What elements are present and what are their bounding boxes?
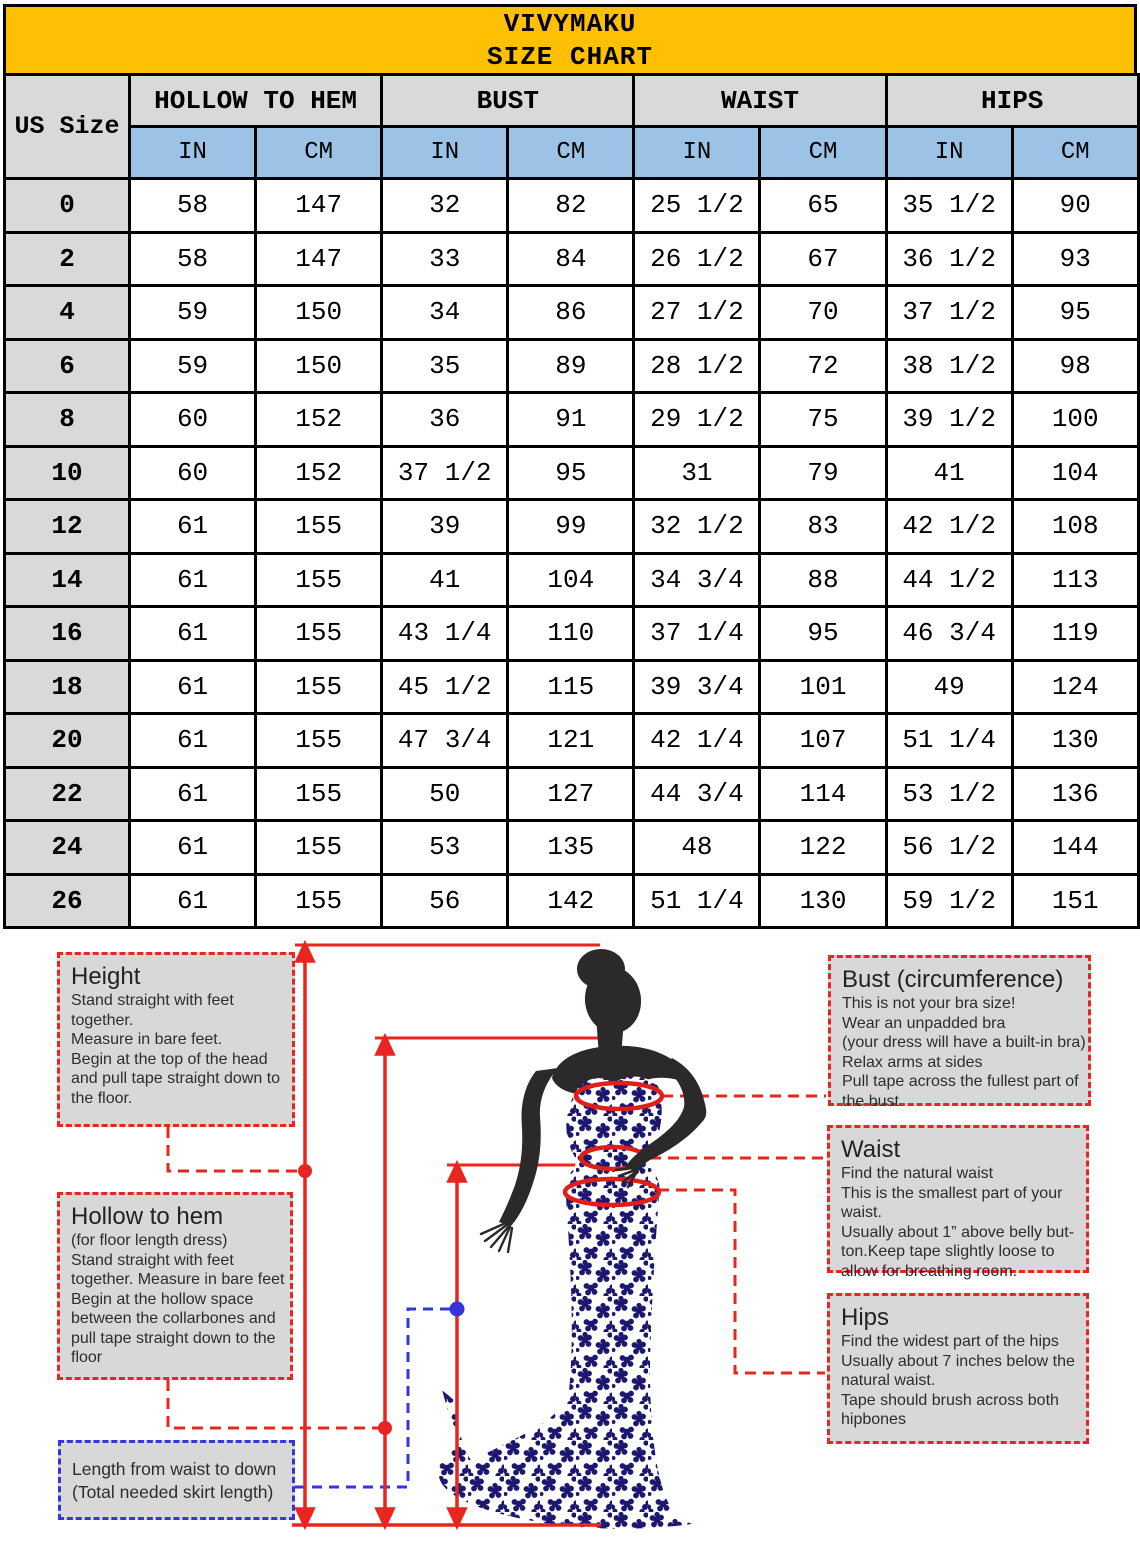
table-row	[5, 286, 1139, 340]
table-row	[5, 179, 1139, 233]
instruction-line: Relax arms at sides	[842, 1053, 983, 1071]
instruction-title: Height	[71, 963, 141, 990]
instruction-title: Hips	[841, 1304, 890, 1331]
instruction-line: Measure in bare feet.	[71, 1031, 223, 1048]
measurement-cell: 44 1/2	[886, 553, 1012, 607]
instruction-line: Stand straight with feet	[71, 1251, 234, 1269]
size-cell: 0	[5, 179, 130, 233]
measurement-cell: 61	[130, 874, 256, 928]
instruction-line: Wear an unpadded bra	[842, 1014, 1006, 1032]
measurement-cell: 122	[760, 821, 886, 875]
measurement-cell: 50	[382, 767, 508, 821]
instruction-body	[841, 1332, 1080, 1430]
us-size-header: US Size	[5, 75, 130, 179]
hollow-to-hem-instruction-box	[57, 1192, 293, 1380]
measurement-cell: 61	[130, 714, 256, 768]
measurement-cell: 41	[886, 446, 1012, 500]
measurement-cell: 39	[382, 500, 508, 554]
measurement-cell: 155	[256, 767, 382, 821]
table-row	[5, 446, 1139, 500]
measurement-cell: 98	[1012, 339, 1138, 393]
head	[582, 964, 645, 1035]
measurement-cell: 113	[1012, 553, 1138, 607]
measurement-cell: 43 1/4	[382, 607, 508, 661]
measurement-cell: 37 1/4	[634, 607, 760, 661]
shoulders-chest	[552, 1046, 687, 1094]
left-arm	[499, 1068, 558, 1226]
table-row	[5, 339, 1139, 393]
waist-tape	[581, 1147, 645, 1169]
instruction-line: and pull tape straight down to	[71, 1070, 281, 1087]
table-row	[5, 714, 1139, 768]
measurement-cell: 127	[508, 767, 634, 821]
height-connector-dot	[298, 1164, 312, 1178]
instruction-line: allow for breathing room.	[841, 1262, 1018, 1280]
hollow-box-connector	[168, 1380, 380, 1428]
instruction-line: Pull tape across the fullest part of	[842, 1073, 1079, 1090]
unit-header: CM	[1012, 127, 1138, 179]
measurement-cell: 100	[1012, 393, 1138, 447]
measurement-cell: 53	[382, 821, 508, 875]
measurement-cell: 38 1/2	[886, 339, 1012, 393]
measurement-cell: 35 1/2	[886, 179, 1012, 233]
measurement-cell: 56 1/2	[886, 821, 1012, 875]
measurement-cell: 45 1/2	[382, 660, 508, 714]
measurement-cell: 135	[508, 821, 634, 875]
instruction-line: Find the widest part of the hips	[841, 1333, 1059, 1350]
measurement-cell: 58	[130, 179, 256, 233]
measurement-cell: 99	[508, 500, 634, 554]
measurement-cell: 101	[760, 660, 886, 714]
measurement-cell: 53 1/2	[886, 767, 1012, 821]
hips-instruction-box	[827, 1293, 1089, 1444]
measurement-cell: 32 1/2	[634, 500, 760, 554]
measurement-cell: 155	[256, 821, 382, 875]
measuring-tape-ellipses	[565, 1083, 662, 1205]
measurement-cell: 59 1/2	[886, 874, 1012, 928]
measurement-cell: 152	[256, 446, 382, 500]
measurement-cell: 27 1/2	[634, 286, 760, 340]
instruction-line: This is not your bra size!	[842, 995, 1016, 1012]
instruction-line: (your dress will have a built-in bra)	[842, 1034, 1086, 1051]
instruction-body	[842, 994, 1086, 1111]
measurement-cell: 151	[1012, 874, 1138, 928]
unit-header: IN	[382, 127, 508, 179]
instruction-line: the floor.	[71, 1089, 133, 1107]
measurement-cell: 108	[1012, 500, 1138, 554]
measurement-cell: 42 1/2	[886, 500, 1012, 554]
instruction-title: Hollow to hem	[71, 1203, 224, 1230]
measurement-cell: 28 1/2	[634, 339, 760, 393]
table-row	[5, 660, 1139, 714]
hips-tape	[565, 1179, 659, 1205]
dress	[438, 1077, 692, 1529]
size-cell: 26	[5, 874, 130, 928]
measurement-cell: 59	[130, 339, 256, 393]
group-header: HIPS	[886, 75, 1138, 127]
measurement-cell: 124	[1012, 660, 1138, 714]
measurement-cell: 34	[382, 286, 508, 340]
bust-instruction-box	[828, 955, 1091, 1110]
hips-box-connector	[658, 1190, 825, 1373]
measurement-cell: 56	[382, 874, 508, 928]
measurement-cell: 86	[508, 286, 634, 340]
measurement-cell: 61	[130, 767, 256, 821]
measurement-cell: 47 3/4	[382, 714, 508, 768]
instruction-line: pull tape straight down to the	[71, 1329, 276, 1347]
table-row	[5, 553, 1139, 607]
size-cell: 12	[5, 500, 130, 554]
measurement-cell: 39 3/4	[634, 660, 760, 714]
instruction-title: Waist	[841, 1136, 901, 1163]
size-cell: 24	[5, 821, 130, 875]
table-row	[5, 607, 1139, 661]
measurement-cell: 150	[256, 339, 382, 393]
instruction-line: the bust	[842, 1092, 899, 1110]
bust-tape	[576, 1083, 662, 1109]
group-header: BUST	[382, 75, 634, 127]
unit-header: CM	[508, 127, 634, 179]
size-cell: 6	[5, 339, 130, 393]
measurement-cell: 59	[130, 286, 256, 340]
measurement-cell: 34 3/4	[634, 553, 760, 607]
instruction-line: natural waist.	[841, 1372, 936, 1389]
measurement-cell: 147	[256, 179, 382, 233]
group-header-row	[5, 75, 1139, 127]
group-header: HOLLOW TO HEM	[130, 75, 382, 127]
instruction-line: Length from waist to down	[72, 1459, 277, 1479]
instruction-line: floor	[71, 1349, 103, 1366]
measurement-cell: 142	[508, 874, 634, 928]
page-title: SIZE CHART	[486, 41, 654, 72]
measurement-cell: 25 1/2	[634, 179, 760, 233]
instruction-line: between the collarbones and	[71, 1310, 276, 1327]
measurement-cell: 114	[760, 767, 886, 821]
instruction-body	[72, 1458, 286, 1504]
hair-bun	[577, 949, 625, 989]
instruction-line: together. Measure in bare feet	[71, 1271, 285, 1288]
measurement-cell: 36 1/2	[886, 232, 1012, 286]
measurement-cell: 61	[130, 660, 256, 714]
measurement-cell: 150	[256, 286, 382, 340]
table-row	[5, 500, 1139, 554]
measurement-cell: 49	[886, 660, 1012, 714]
instruction-line: Usually about 7 inches below the	[841, 1352, 1075, 1370]
instruction-line: waist.	[841, 1204, 882, 1221]
neck	[596, 1016, 624, 1056]
measurement-cell: 60	[130, 446, 256, 500]
unit-header: CM	[760, 127, 886, 179]
instruction-line: Stand straight with feet	[71, 992, 234, 1009]
unit-header: IN	[130, 127, 256, 179]
measurement-cell: 136	[1012, 767, 1138, 821]
size-cell: 2	[5, 232, 130, 286]
height-instruction-box	[57, 952, 295, 1127]
instruction-body	[71, 1231, 284, 1368]
measurement-cell: 110	[508, 607, 634, 661]
right-hand-fingers	[616, 1167, 638, 1187]
measurement-cell: 79	[760, 446, 886, 500]
measurement-cell: 65	[760, 179, 886, 233]
instruction-line: Tape should brush across both	[841, 1391, 1059, 1409]
size-cell: 8	[5, 393, 130, 447]
measurement-cell: 37 1/2	[382, 446, 508, 500]
measurement-cell: 51 1/4	[634, 874, 760, 928]
size-chart-table	[3, 73, 1140, 929]
measurement-cell: 48	[634, 821, 760, 875]
size-cell: 10	[5, 446, 130, 500]
unit-header-row	[5, 127, 1139, 179]
measurement-cell: 60	[130, 393, 256, 447]
measurement-cell: 89	[508, 339, 634, 393]
measurement-cell: 29 1/2	[634, 393, 760, 447]
skirt-length-connector	[295, 1309, 450, 1487]
instruction-line: Begin at the top of the head	[71, 1050, 268, 1068]
instruction-line: hipbones	[841, 1411, 906, 1428]
measurement-cell: 95	[1012, 286, 1138, 340]
left-hand-fingers	[481, 1222, 512, 1252]
size-cell: 18	[5, 660, 130, 714]
measurement-cell: 144	[1012, 821, 1138, 875]
measurement-cell: 61	[130, 553, 256, 607]
table-row	[5, 874, 1139, 928]
measurement-cell: 121	[508, 714, 634, 768]
measurement-cell: 93	[1012, 232, 1138, 286]
group-header: WAIST	[634, 75, 886, 127]
instruction-title: Bust (circumference)	[842, 966, 1064, 993]
measurement-cell: 104	[1012, 446, 1138, 500]
instruction-line: (for floor length dress)	[71, 1232, 228, 1249]
skirt-length-instruction-box	[58, 1440, 295, 1520]
measurement-cell: 130	[1012, 714, 1138, 768]
measurement-cell: 70	[760, 286, 886, 340]
measurement-cell: 35	[382, 339, 508, 393]
measurement-cell: 26 1/2	[634, 232, 760, 286]
measurement-cell: 88	[760, 553, 886, 607]
unit-header: IN	[886, 127, 1012, 179]
measurement-cell: 155	[256, 607, 382, 661]
instruction-line: Usually about 1” above belly but-	[841, 1223, 1075, 1241]
measurement-cell: 155	[256, 553, 382, 607]
measurement-cell: 31	[634, 446, 760, 500]
size-cell: 16	[5, 607, 130, 661]
measurement-cell: 91	[508, 393, 634, 447]
measurement-cell: 95	[760, 607, 886, 661]
measurement-cell: 37 1/2	[886, 286, 1012, 340]
measurement-cell: 61	[130, 821, 256, 875]
instruction-line: This is the smallest part of your	[841, 1184, 1063, 1202]
measurement-cell: 107	[760, 714, 886, 768]
measurement-cell: 42 1/4	[634, 714, 760, 768]
measurement-cell: 95	[508, 446, 634, 500]
table-row	[5, 232, 1139, 286]
brand-banner	[3, 4, 1137, 76]
size-cell: 14	[5, 553, 130, 607]
measurement-cell: 84	[508, 232, 634, 286]
measurement-cell: 104	[508, 553, 634, 607]
measurement-cell: 147	[256, 232, 382, 286]
unit-header: IN	[634, 127, 760, 179]
measurement-cell: 155	[256, 874, 382, 928]
figure-silhouette	[438, 949, 706, 1529]
measurement-cell: 152	[256, 393, 382, 447]
size-cell: 4	[5, 286, 130, 340]
measurement-cell: 32	[382, 179, 508, 233]
measurement-cell: 61	[130, 500, 256, 554]
table-row	[5, 821, 1139, 875]
instruction-body	[841, 1164, 1080, 1281]
instruction-line: (Total needed skirt length)	[72, 1482, 274, 1502]
measurement-cell: 51 1/4	[886, 714, 1012, 768]
instruction-line: ton.Keep tape slightly loose to	[841, 1243, 1055, 1260]
size-cell: 22	[5, 767, 130, 821]
measurement-cell: 82	[508, 179, 634, 233]
instruction-line: Begin at the hollow space	[71, 1290, 254, 1308]
skirt-length-dot	[450, 1302, 465, 1317]
measurement-cell: 33	[382, 232, 508, 286]
measurement-cell: 155	[256, 660, 382, 714]
measurement-cell: 75	[760, 393, 886, 447]
table-row	[5, 767, 1139, 821]
measurement-cell: 61	[130, 607, 256, 661]
instruction-line: together.	[71, 1011, 134, 1029]
measurement-cell: 36	[382, 393, 508, 447]
measurement-cell: 90	[1012, 179, 1138, 233]
size-cell: 20	[5, 714, 130, 768]
waist-instruction-box	[827, 1125, 1089, 1280]
measurement-cell: 83	[760, 500, 886, 554]
measurement-cell: 41	[382, 553, 508, 607]
measurement-cell: 130	[760, 874, 886, 928]
hollow-connector-dot	[378, 1421, 392, 1435]
measurement-cell: 67	[760, 232, 886, 286]
unit-header: CM	[256, 127, 382, 179]
brand-title: VIVYMAKU	[503, 8, 637, 39]
instruction-line: Find the natural waist	[841, 1165, 994, 1182]
measurement-cell: 155	[256, 500, 382, 554]
measurement-cell: 39 1/2	[886, 393, 1012, 447]
vertical-measure-lines	[292, 944, 601, 1526]
connector-dots	[298, 1164, 465, 1435]
measurement-cell: 115	[508, 660, 634, 714]
instruction-body	[71, 991, 286, 1108]
measurement-cell: 119	[1012, 607, 1138, 661]
measurement-cell: 44 3/4	[634, 767, 760, 821]
measurement-cell: 58	[130, 232, 256, 286]
measurement-cell: 46 3/4	[886, 607, 1012, 661]
measurement-cell: 72	[760, 339, 886, 393]
height-box-connector	[168, 1127, 300, 1171]
table-row	[5, 393, 1139, 447]
right-arm	[625, 1058, 706, 1172]
measurement-cell: 155	[256, 714, 382, 768]
